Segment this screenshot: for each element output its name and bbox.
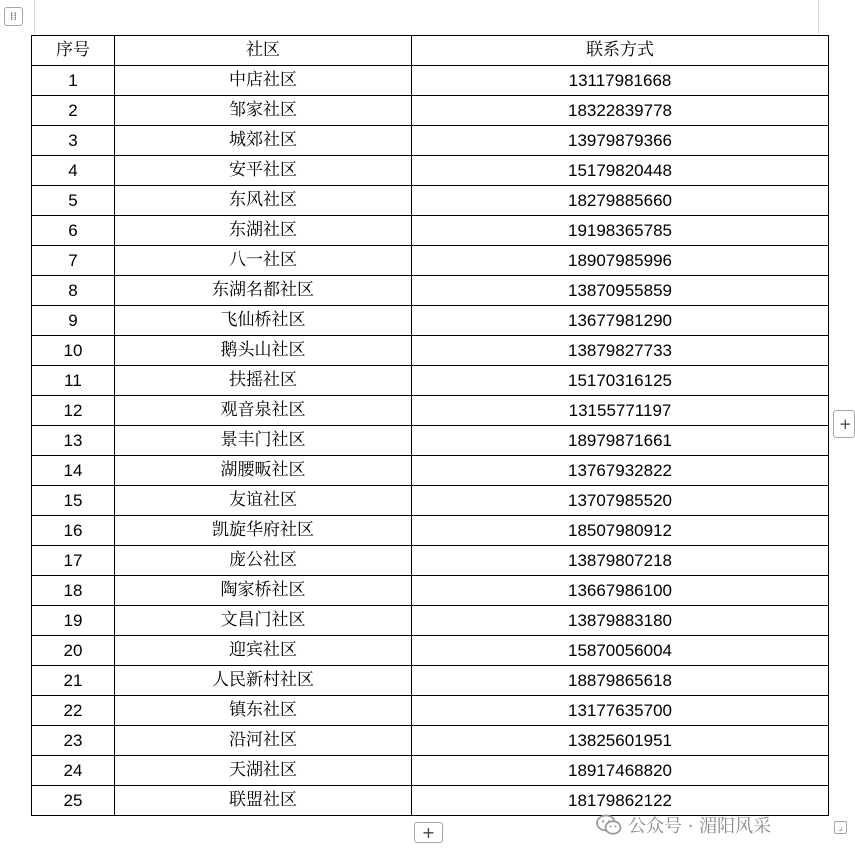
table-row <box>32 486 829 516</box>
cell-serial-number[interactable]: 5 <box>32 186 115 216</box>
cell-serial-number[interactable]: 15 <box>32 486 115 516</box>
cell-contact-phone[interactable]: 13879883180 <box>412 606 829 636</box>
cell-serial-number[interactable]: 13 <box>32 426 115 456</box>
cell-contact-phone[interactable]: 18879865618 <box>412 666 829 696</box>
cell-serial-number[interactable]: 25 <box>32 786 115 816</box>
cell-contact-phone[interactable]: 13117981668 <box>412 66 829 96</box>
table-row <box>32 216 829 246</box>
cell-contact-phone[interactable]: 19198365785 <box>412 216 829 246</box>
cell-contact-phone[interactable]: 18179862122 <box>412 786 829 816</box>
table-row <box>32 606 829 636</box>
cell-serial-number[interactable]: 21 <box>32 666 115 696</box>
cell-community-name[interactable]: 邹家社区 <box>115 96 412 126</box>
cell-contact-phone[interactable]: 15179820448 <box>412 156 829 186</box>
cell-contact-phone[interactable]: 18917468820 <box>412 756 829 786</box>
table-row <box>32 666 829 696</box>
cell-community-name[interactable]: 八一社区 <box>115 246 412 276</box>
cell-contact-phone[interactable]: 13979879366 <box>412 126 829 156</box>
cell-serial-number[interactable]: 4 <box>32 156 115 186</box>
plus-icon: + <box>839 415 852 433</box>
add-column-button[interactable] <box>833 410 855 438</box>
cell-community-name[interactable]: 观音泉社区 <box>115 396 412 426</box>
table-row <box>32 576 829 606</box>
cell-contact-phone[interactable]: 13870955859 <box>412 276 829 306</box>
cell-serial-number[interactable]: 10 <box>32 336 115 366</box>
cell-serial-number[interactable]: 2 <box>32 96 115 126</box>
cell-serial-number[interactable]: 14 <box>32 456 115 486</box>
table-resize-handle-icon[interactable]: ⌟ <box>834 821 847 834</box>
cell-serial-number[interactable]: 19 <box>32 606 115 636</box>
header-contact[interactable]: 联系方式 <box>412 36 829 66</box>
cell-contact-phone[interactable]: 18279885660 <box>412 186 829 216</box>
table-row <box>32 336 829 366</box>
cell-community-name[interactable]: 陶家桥社区 <box>115 576 412 606</box>
cell-serial-number[interactable]: 17 <box>32 546 115 576</box>
header-serial-number[interactable]: 序号 <box>32 36 115 66</box>
cell-serial-number[interactable]: 3 <box>32 126 115 156</box>
cell-serial-number[interactable]: 12 <box>32 396 115 426</box>
plus-icon: + <box>421 823 436 842</box>
cell-community-name[interactable]: 鹅头山社区 <box>115 336 412 366</box>
add-row-button[interactable] <box>414 822 443 843</box>
cell-community-name[interactable]: 友谊社区 <box>115 486 412 516</box>
cell-serial-number[interactable]: 24 <box>32 756 115 786</box>
header-community[interactable]: 社区 <box>115 36 412 66</box>
table-row <box>32 516 829 546</box>
cell-contact-phone[interactable]: 13707985520 <box>412 486 829 516</box>
table-row <box>32 636 829 666</box>
cell-contact-phone[interactable]: 18979871661 <box>412 426 829 456</box>
cell-serial-number[interactable]: 1 <box>32 66 115 96</box>
cell-serial-number[interactable]: 22 <box>32 696 115 726</box>
page-boundary-right <box>818 0 819 34</box>
table-row <box>32 246 829 276</box>
community-contacts-table <box>31 35 829 816</box>
cell-community-name[interactable]: 中店社区 <box>115 66 412 96</box>
cell-contact-phone[interactable]: 13155771197 <box>412 396 829 426</box>
cell-community-name[interactable]: 庞公社区 <box>115 546 412 576</box>
cell-serial-number[interactable]: 18 <box>32 576 115 606</box>
cell-community-name[interactable]: 人民新村社区 <box>115 666 412 696</box>
cell-community-name[interactable]: 天湖社区 <box>115 756 412 786</box>
cell-serial-number[interactable]: 8 <box>32 276 115 306</box>
cell-contact-phone[interactable]: 13767932822 <box>412 456 829 486</box>
table-row <box>32 66 829 96</box>
cell-contact-phone[interactable]: 15870056004 <box>412 636 829 666</box>
cell-community-name[interactable]: 东风社区 <box>115 186 412 216</box>
cell-community-name[interactable]: 湖腰畈社区 <box>115 456 412 486</box>
table-row <box>32 156 829 186</box>
cell-community-name[interactable]: 联盟社区 <box>115 786 412 816</box>
watermark <box>596 811 771 839</box>
cell-community-name[interactable]: 飞仙桥社区 <box>115 306 412 336</box>
cell-community-name[interactable]: 镇东社区 <box>115 696 412 726</box>
table-row <box>32 546 829 576</box>
table-row <box>32 96 829 126</box>
watermark-text: 公众号 · 湄阳风采 <box>628 816 772 837</box>
table-row <box>32 396 829 426</box>
table-move-handle-icon[interactable]: ⁞⁞ <box>4 7 23 26</box>
table-row <box>32 366 829 396</box>
cell-contact-phone[interactable]: 18322839778 <box>412 96 829 126</box>
cell-contact-phone[interactable]: 18907985996 <box>412 246 829 276</box>
cell-serial-number[interactable]: 20 <box>32 636 115 666</box>
cell-serial-number[interactable]: 16 <box>32 516 115 546</box>
cell-community-name[interactable]: 东湖社区 <box>115 216 412 246</box>
cell-community-name[interactable]: 文昌门社区 <box>115 606 412 636</box>
wechat-icon <box>596 814 622 836</box>
cell-contact-phone[interactable]: 13879827733 <box>412 336 829 366</box>
table-row <box>32 186 829 216</box>
table-body <box>32 66 829 816</box>
table-row <box>32 306 829 336</box>
page-boundary-left <box>34 0 35 34</box>
cell-serial-number[interactable]: 23 <box>32 726 115 756</box>
cell-community-name[interactable]: 扶摇社区 <box>115 366 412 396</box>
cell-community-name[interactable]: 凯旋华府社区 <box>115 516 412 546</box>
cell-contact-phone[interactable]: 13677981290 <box>412 306 829 336</box>
table-row <box>32 456 829 486</box>
cell-contact-phone[interactable]: 13825601951 <box>412 726 829 756</box>
cell-contact-phone[interactable]: 13177635700 <box>412 696 829 726</box>
cell-serial-number[interactable]: 7 <box>32 246 115 276</box>
cell-contact-phone[interactable]: 15170316125 <box>412 366 829 396</box>
table-row <box>32 126 829 156</box>
table-row <box>32 276 829 306</box>
cell-community-name[interactable]: 景丰门社区 <box>115 426 412 456</box>
cell-contact-phone[interactable]: 13879807218 <box>412 546 829 576</box>
cell-community-name[interactable]: 沿河社区 <box>115 726 412 756</box>
cell-community-name[interactable]: 迎宾社区 <box>115 636 412 666</box>
cell-serial-number[interactable]: 6 <box>32 216 115 246</box>
table-row <box>32 426 829 456</box>
cell-serial-number[interactable]: 11 <box>32 366 115 396</box>
cell-contact-phone[interactable]: 18507980912 <box>412 516 829 546</box>
cell-community-name[interactable]: 安平社区 <box>115 156 412 186</box>
cell-community-name[interactable]: 东湖名都社区 <box>115 276 412 306</box>
table-header-row <box>32 36 829 66</box>
cell-community-name[interactable]: 城郊社区 <box>115 126 412 156</box>
table-row <box>32 696 829 726</box>
cell-serial-number[interactable]: 9 <box>32 306 115 336</box>
table-row <box>32 726 829 756</box>
cell-contact-phone[interactable]: 13667986100 <box>412 576 829 606</box>
table-row <box>32 756 829 786</box>
